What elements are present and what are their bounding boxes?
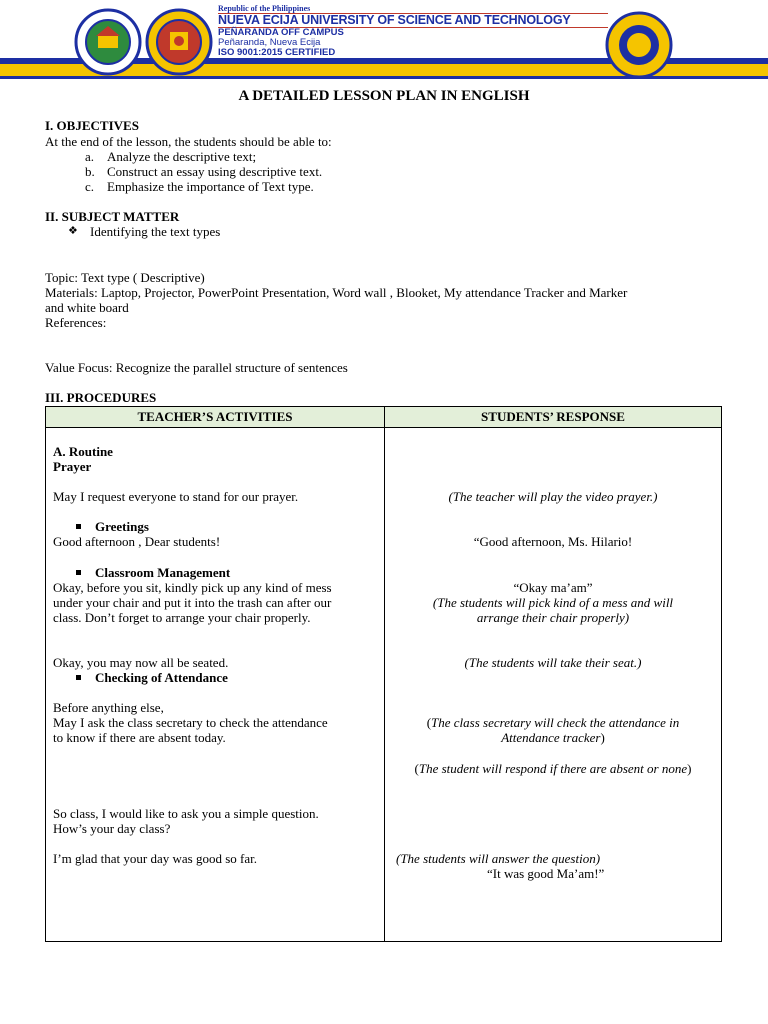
- page-title: A DETAILED LESSON PLAN IN ENGLISH: [238, 88, 530, 104]
- subject-matter-heading: II. SUBJECT MATTER: [45, 209, 180, 224]
- value-focus-line: Value Focus: Recognize the parallel structure of sentences: [45, 360, 348, 375]
- paren-close: ): [687, 761, 692, 776]
- respond-response: [385, 761, 721, 776]
- question-line-cont: How’s your day class?: [53, 821, 171, 836]
- routine-heading: A. Routine: [53, 444, 113, 459]
- greetings-label: Greetings: [95, 519, 149, 534]
- student-response-cell: [385, 428, 722, 942]
- square-bullet-icon: [76, 524, 81, 529]
- paren-close: ): [600, 730, 605, 745]
- answer-response: (The students will answer the question): [396, 851, 601, 866]
- attendance-heading: [76, 670, 228, 685]
- glad-line: I’m glad that your day was good so far.: [53, 851, 257, 866]
- campus-seal-icon: [604, 10, 674, 80]
- square-bullet-icon: [76, 570, 81, 575]
- teacher-activities-cell: [46, 428, 385, 942]
- procedures-heading: III. PROCEDURES: [45, 390, 157, 405]
- prayer-heading: Prayer: [53, 459, 92, 474]
- objective-item: Emphasize the importance of Text type.: [107, 179, 314, 194]
- objective-item: Construct an essay using descriptive text.: [107, 164, 323, 179]
- before-line: Before anything else,: [53, 700, 164, 715]
- objectives-heading: I. OBJECTIVES: [45, 118, 139, 133]
- diamond-bullet-icon: ❖: [68, 225, 78, 237]
- objectives-intro: At the end of the lesson, the students should be able to:: [45, 134, 332, 149]
- question-line: So class, I would like to ask you a simple question.: [53, 806, 319, 821]
- seated-line: Okay, you may now all be seated.: [53, 655, 229, 670]
- student-column-header: STUDENTS’ RESPONSE: [385, 407, 722, 428]
- attendance-label: Checking of Attendance: [95, 670, 228, 685]
- neust-seal-icon: [145, 8, 213, 76]
- letterhead-text: [218, 4, 608, 58]
- attendance-request: May I ask the class secretary to check the attendance: [53, 715, 328, 730]
- materials-line-cont: and white board: [45, 300, 129, 315]
- campus-name: PEÑARANDA OFF CAMPUS: [218, 27, 344, 38]
- secretary-response: [385, 715, 721, 730]
- objective-item: Analyze the descriptive text;: [107, 149, 257, 164]
- teacher-column-header: TEACHER’S ACTIVITIES: [46, 407, 385, 428]
- prayer-response: (The teacher will play the video prayer.): [448, 489, 658, 504]
- mess-response-cont: arrange their chair properly): [476, 610, 630, 625]
- procedures-table: [45, 406, 722, 942]
- references-line: References:: [45, 315, 107, 330]
- iso-certification: ISO 9001:2015 CERTIFIED: [218, 47, 336, 58]
- classroom-management-label: Classroom Management: [95, 565, 231, 580]
- secretary-response-text: The class secretary will check the attendance in: [431, 715, 680, 730]
- seat-response: (The students will take their seat.): [464, 655, 642, 670]
- objective-marker: c.: [85, 179, 95, 194]
- objective-marker: a.: [85, 149, 95, 164]
- classroom-line: class. Don’t forget to arrange your chair properly.: [53, 610, 311, 625]
- university-name: NUEVA ECIJA UNIVERSITY OF SCIENCE AND TECHNOLOGY: [218, 13, 608, 28]
- good-response: “It was good Ma’am!”: [487, 866, 605, 881]
- classroom-line: Okay, before you sit, kindly pick up any kind of mess: [53, 580, 332, 595]
- prayer-instruction: May I request everyone to stand for our prayer.: [53, 489, 299, 504]
- greetings-heading: [76, 519, 149, 534]
- republic-line: Republic of the Philippines: [218, 4, 311, 13]
- secretary-response-cont: [385, 730, 721, 745]
- greeting-response: “Good afternoon, Ms. Hilario!: [473, 534, 633, 549]
- objective-marker: b.: [85, 164, 95, 179]
- campus-address: Peñaranda, Nueva Ecija: [218, 37, 321, 48]
- classroom-management-heading: [76, 565, 230, 580]
- penaranda-seal-icon: [74, 8, 142, 76]
- mess-response: (The students will pick kind of a mess and will: [432, 595, 674, 610]
- paren-open: (: [426, 715, 432, 730]
- square-bullet-icon: [76, 675, 81, 680]
- secretary-response-text: Attendance tracker: [501, 730, 601, 745]
- greetings-line: Good afternoon , Dear students!: [53, 534, 221, 549]
- okay-response: “Okay ma’am”: [513, 580, 593, 595]
- paren-open: (: [414, 761, 419, 776]
- classroom-line: under your chair and put it into the trash can after our: [53, 595, 332, 610]
- attendance-request-cont: to know if there are absent today.: [53, 730, 226, 745]
- subject-bullet-text: Identifying the text types: [90, 224, 221, 239]
- topic-line: Topic: Text type ( Descriptive): [45, 270, 205, 285]
- materials-line: Materials: Laptop, Projector, PowerPoint Presentation, Word wall , Blooket, My attendance Tracker and Marker: [45, 285, 628, 300]
- respond-response-text: The student will respond if there are absent or none: [418, 761, 688, 776]
- letterhead: [0, 0, 768, 80]
